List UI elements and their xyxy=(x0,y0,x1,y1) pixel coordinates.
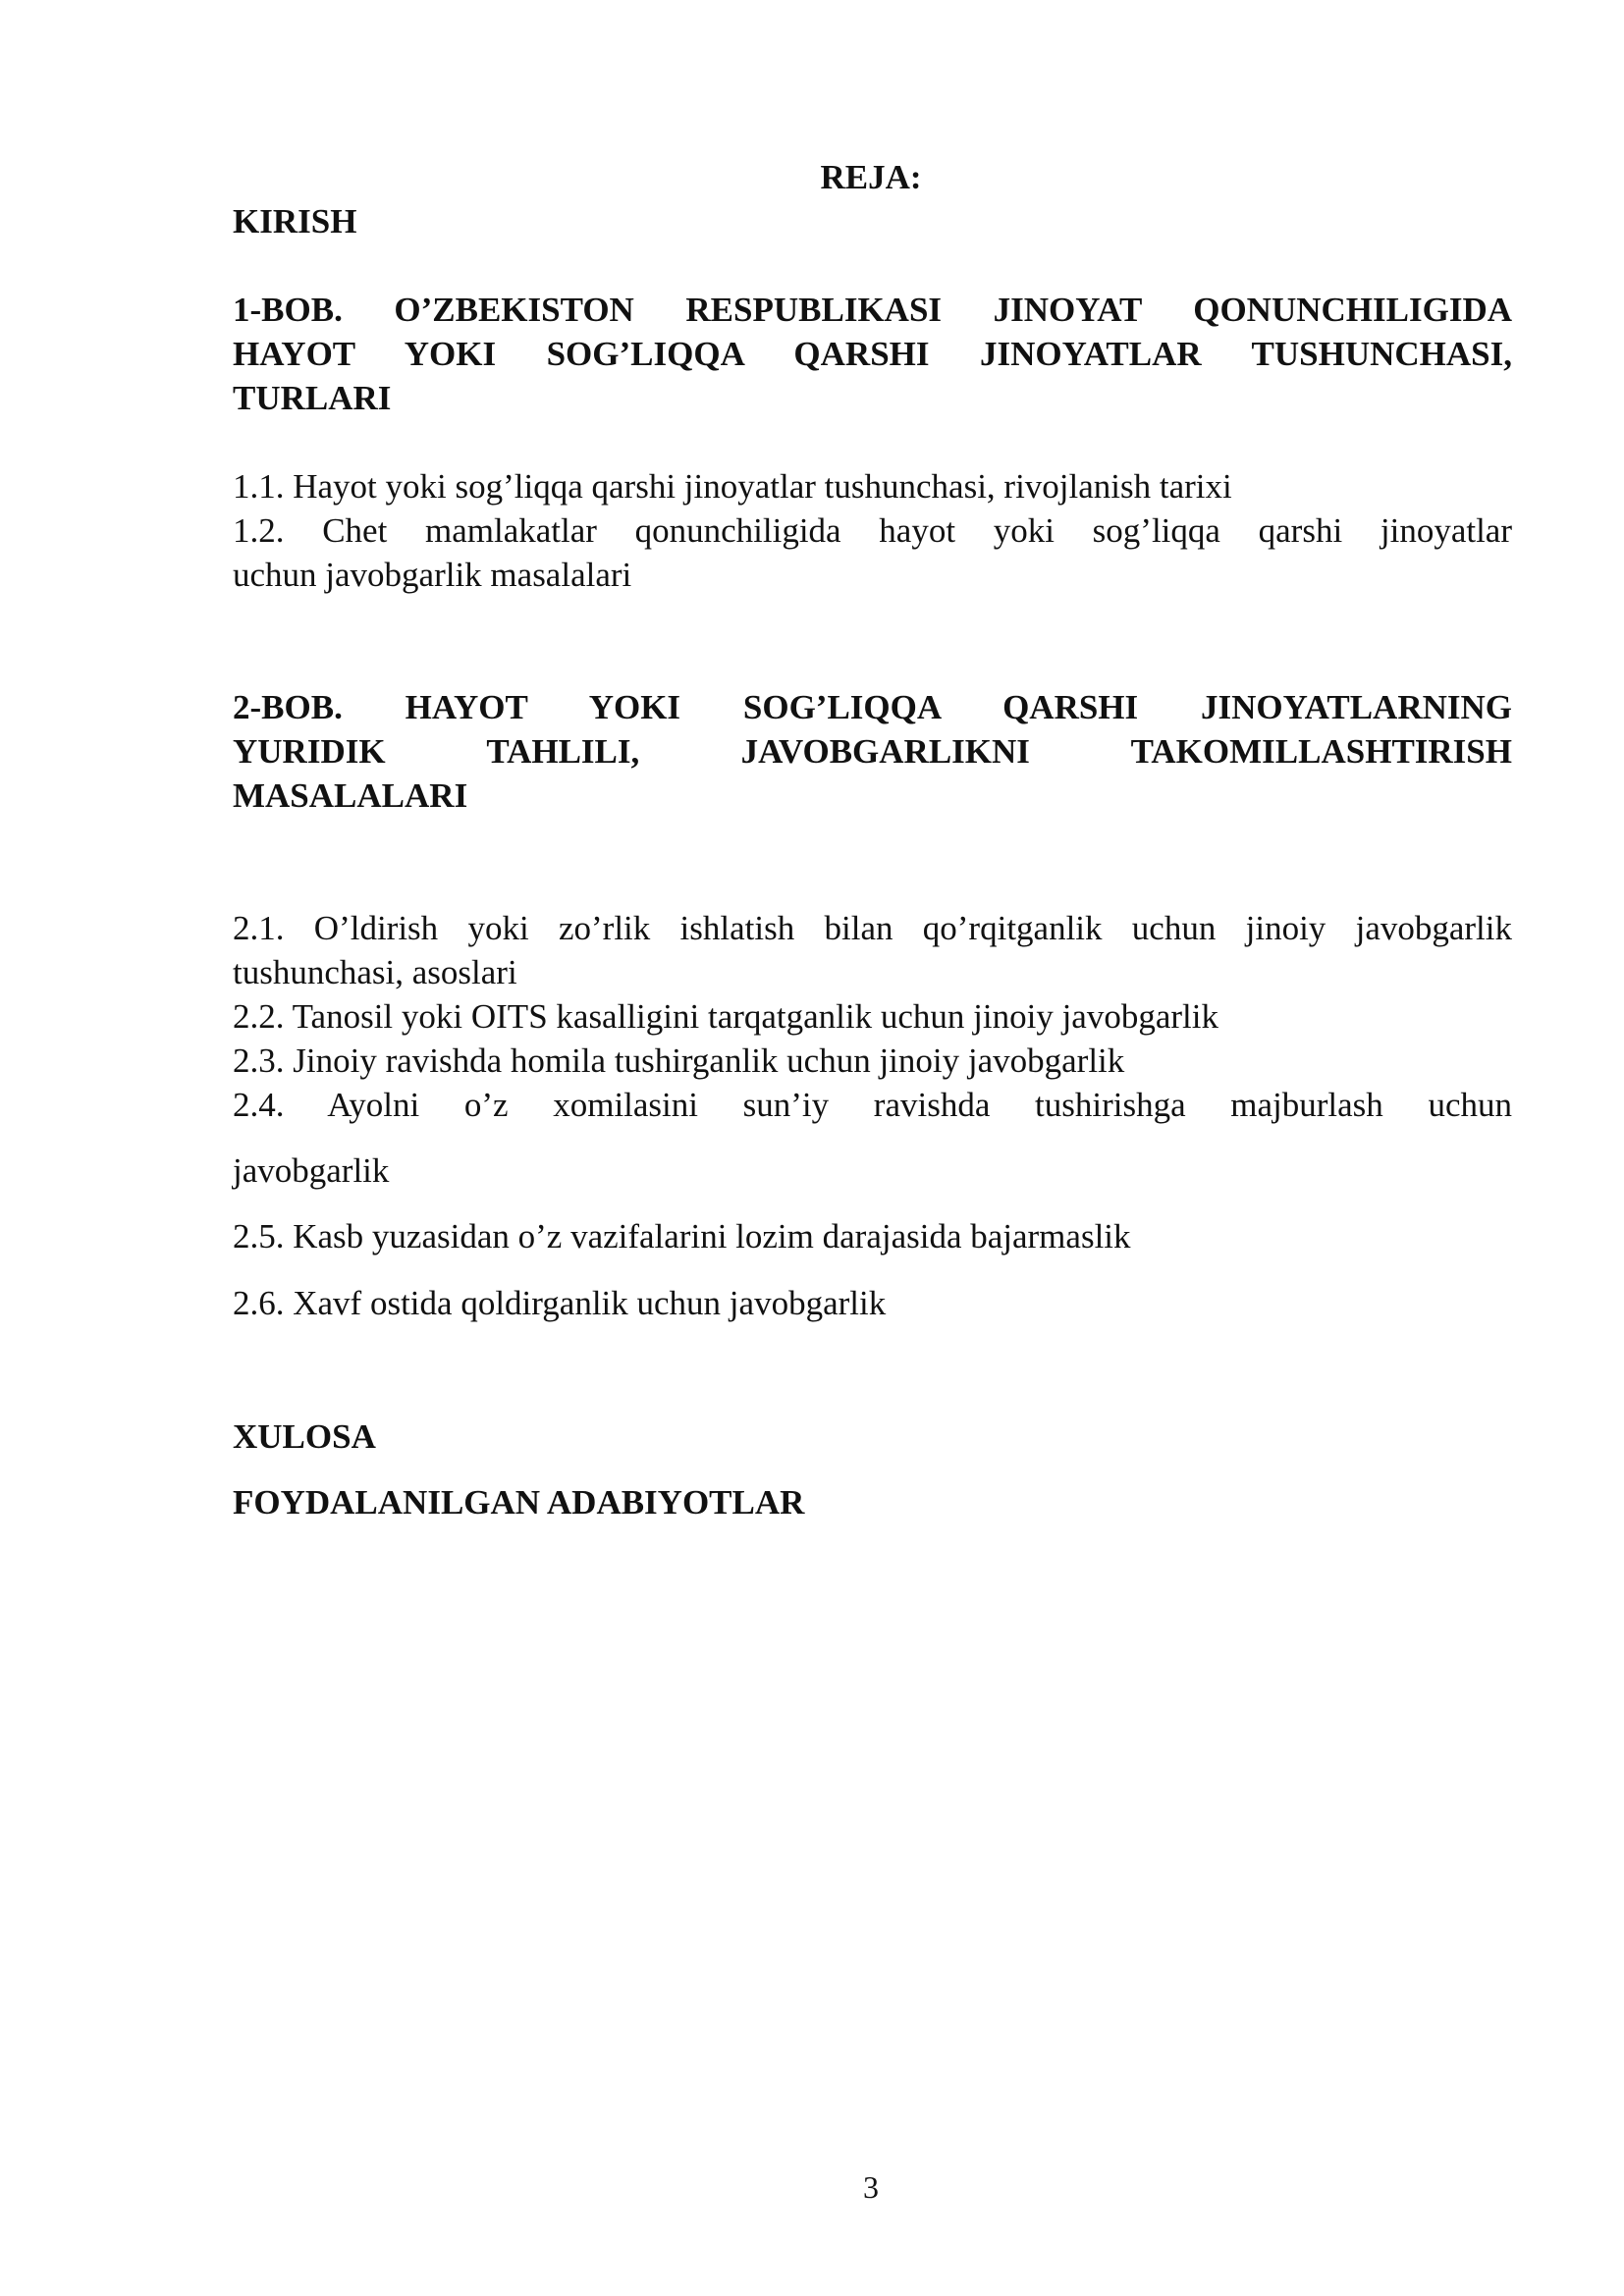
section-2-5: 2.5. Kasb yuzasidan o’z vazifalarini lozim darajasida bajarmaslik xyxy=(233,1217,1131,1255)
chapter1-heading xyxy=(233,288,1512,420)
chapter1-heading-line: 1-BOB. O’ZBEKISTON RESPUBLIKASI JINOYAT QONUNCHILIGIDA xyxy=(233,291,1512,329)
section-1-2: 1.2. Chet mamlakatlar qonunchiligida hayot yoki sog’liqqa qarshi jinoyatlar xyxy=(233,511,1512,550)
chapter2-heading-line: MASALALARI xyxy=(233,776,468,815)
section-2-3: 2.3. Jinoiy ravishda homila tushirganlik uchun jinoiy javobgarlik xyxy=(233,1041,1125,1080)
chapter1-heading-line: TURLARI xyxy=(233,379,392,417)
chapter1-heading-line: HAYOT YOKI SOG’LIQQA QARSHI JINOYATLAR TUSHUNCHASI, xyxy=(233,335,1512,373)
section-1-1: 1.1. Hayot yoki sog’liqqa qarshi jinoyatlar tushunchasi, rivojlanish tarixi xyxy=(233,467,1232,506)
section-2-1: 2.1. O’ldirish yoki zo’rlik ishlatish bilan qo’rqitganlik uchun jinoiy javobgarlik xyxy=(233,909,1512,947)
chapter2-heading xyxy=(233,685,1512,818)
references-heading: FOYDALANILGAN ADABIYOTLAR xyxy=(233,1483,805,1522)
conclusion-heading: XULOSA xyxy=(233,1417,376,1456)
intro-heading: KIRISH xyxy=(233,202,357,240)
plan-title: REJA: xyxy=(820,158,922,196)
chapter2-section-list xyxy=(233,906,1512,1127)
chapter1-section-list xyxy=(233,464,1512,597)
section-2-2: 2.2. Tanosil yoki OITS kasalligini tarqatganlik uchun jinoiy javobgarlik xyxy=(233,997,1218,1036)
section-2-6: 2.6. Xavf ostida qoldirganlik uchun javobgarlik xyxy=(233,1284,887,1322)
section-1-2-continued: uchun javobgarlik masalalari xyxy=(233,556,632,594)
chapter2-heading-line: YURIDIK TAHLILI, JAVOBGARLIKNI TAKOMILLASHTIRISH xyxy=(233,732,1512,771)
section-2-1-continued: tushunchasi, asoslari xyxy=(233,953,517,991)
page-number: 3 xyxy=(863,2169,879,2205)
section-2-4: 2.4. Ayolni o’z xomilasini sun’iy ravishda tushirishga majburlash uchun xyxy=(233,1086,1512,1124)
section-2-4-continued: javobgarlik xyxy=(233,1151,390,1190)
chapter2-heading-line: 2-BOB. HAYOT YOKI SOG’LIQQA QARSHI JINOYATLARNING xyxy=(233,688,1512,726)
